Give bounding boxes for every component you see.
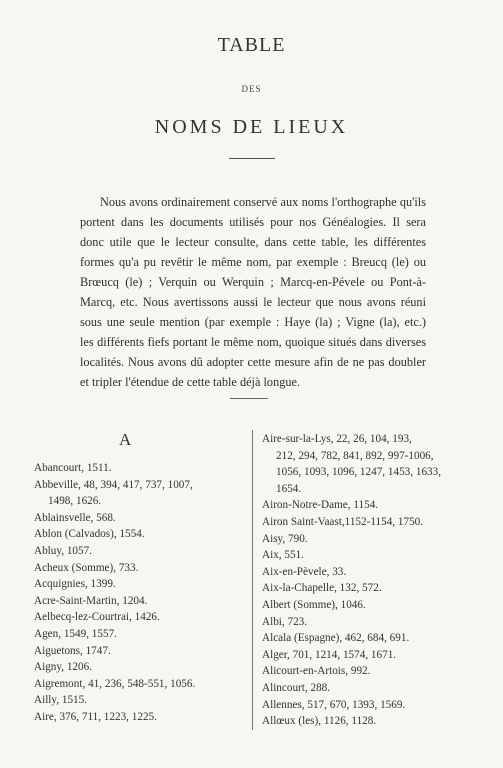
intro-paragraph <box>80 192 426 392</box>
title-divider <box>229 158 275 159</box>
index-entry: Acre-Saint-Martin, 1204. <box>34 594 148 607</box>
index-entry: Alicourt-en-Artois, 992. <box>262 665 371 678</box>
index-entry: Abluy, 1057. <box>34 544 93 557</box>
intro-line: donc utile que le lecteur consulte, dans cette table, les différentes <box>80 235 426 249</box>
index-entry-continuation: 1654. <box>276 482 302 495</box>
index-entry: Aiguetons, 1747. <box>34 644 111 657</box>
index-entry: Aelbecq-lez-Courtrai, 1426. <box>34 611 160 624</box>
index-entry: Alger, 701, 1214, 1574, 1671. <box>262 648 397 661</box>
index-column-left <box>34 460 246 726</box>
intro-line: les différents fiefs portant le même nom, quoique situés dans diverses <box>80 335 426 349</box>
index-entry: Aire, 376, 711, 1223, 1225. <box>34 710 157 723</box>
index-entry-continuation: 1056, 1093, 1096, 1247, 1453, 1633, <box>276 466 442 479</box>
title-connector: DES <box>241 84 262 94</box>
page-title: TABLE <box>217 34 286 56</box>
index-entry: Ailly, 1515. <box>34 694 88 707</box>
intro-line: Brœucq (le) ; Verquin ou Werquin ; Marcq-en-Pévele ou Pont-à- <box>80 275 426 289</box>
intro-line: Marcq, etc. Nous avertissons aussi le lecteur que nous avons réuni <box>80 295 426 309</box>
intro-line: portent dans les documents utilisés pour nos Généalogies. Il sera <box>80 215 426 229</box>
intro-line: formes qu'a pu revêtir le même nom, par exemple : Breucq (le) ou <box>80 255 426 269</box>
intro-line: et tripler l'étendue de cette table déjà longue. <box>80 375 301 389</box>
index-entry: Aisy, 790. <box>262 532 308 545</box>
index-entry: Allennes, 517, 670, 1393, 1569. <box>262 698 406 711</box>
index-entry: Airon Saint-Vaast,1152-1154, 1750. <box>262 515 424 528</box>
intro-line: sous une seule mention (par exemple : Haye (la) ; Vigne (la), etc.) <box>80 315 426 329</box>
index-entry: Albi, 723. <box>262 615 308 628</box>
index-entry: Acheux (Somme), 733. <box>34 561 139 574</box>
index-entry: Aix-la-Chapelle, 132, 572. <box>262 582 382 595</box>
index-entry: Aigny, 1206. <box>34 661 93 674</box>
section-heading: NOMS DE LIEUX <box>154 116 349 138</box>
index-entry: Abbeville, 48, 394, 417, 737, 1007, <box>34 478 193 491</box>
index-entry: Aigremont, 41, 236, 548-551, 1056. <box>34 677 196 690</box>
index-entry: Aix, 551. <box>262 549 304 562</box>
index-entry-continuation: 212, 294, 782, 841, 892, 997-1006, <box>276 449 434 462</box>
index-column-right <box>262 431 498 730</box>
index-letter: A <box>119 430 132 449</box>
index-entry: Aire-sur-la-Lys, 22, 26, 104, 193, <box>262 433 412 445</box>
index-entry: Acquignies, 1399. <box>34 578 116 591</box>
intro-line: localités. Nous avons dû adopter cette mesure afin de ne pas doubler <box>80 355 426 369</box>
index-entry: Ablainsvelle, 568. <box>34 511 116 524</box>
index-entry: Agen, 1549, 1557. <box>34 627 117 640</box>
index-entry: Alcala (Espagne), 462, 684, 691. <box>262 632 410 645</box>
index-entry: Abancourt, 1511. <box>34 462 112 474</box>
index-entry: Aix-en-Pèvele, 33. <box>262 565 347 578</box>
index-entry: Allœux (les), 1126, 1128. <box>262 715 377 728</box>
column-divider <box>252 430 253 730</box>
index-entry: Albert (Somme), 1046. <box>262 598 366 611</box>
index-entry: Airon-Notre-Dame, 1154. <box>262 499 379 512</box>
index-entry: Alincourt, 288. <box>262 681 331 694</box>
index-entry: Ablon (Calvados), 1554. <box>34 528 145 541</box>
index-entry-continuation: 1498, 1626. <box>48 495 102 508</box>
section-divider <box>230 398 268 399</box>
intro-line: Nous avons ordinairement conservé aux noms l'orthographe qu'ils <box>100 195 426 209</box>
